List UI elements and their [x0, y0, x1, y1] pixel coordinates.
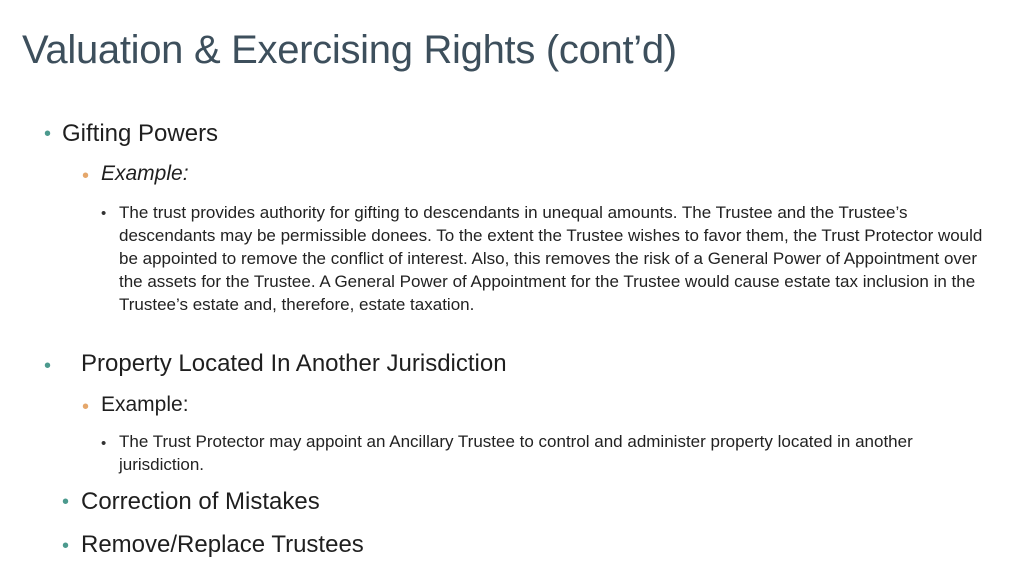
section-heading: Property Located In Another Jurisdiction — [81, 350, 507, 377]
bullet-dot-icon: • — [44, 355, 52, 377]
bullet-dot-icon: • — [82, 396, 90, 418]
slide-title: Valuation & Exercising Rights (cont’d) — [22, 28, 677, 72]
bullet-dot-icon: • — [101, 435, 107, 452]
sub-label: Example: — [101, 162, 189, 185]
detail-text: The trust provides authority for gifting to descendants in unequal amounts. The Trustee and the Trustee’s descendants may be permissible donees. To the extent the Trustee wishes to favor them, the Trust Protector would be appointed to remove the conflict of interest. Also, this removes the risk of a General Power of Appointment over the assets for the Trustee. A General Power of Appointment for the Trustee would cause estate tax inclusion in the Trustee’s estate and, therefore, estate taxation. — [119, 203, 983, 314]
section-heading: Gifting Powers — [62, 120, 219, 147]
bullet-dot-icon: • — [62, 491, 70, 513]
bullet-dot-icon: • — [62, 535, 70, 557]
bullet-dot-icon: • — [44, 123, 52, 145]
bullet-dot-icon: • — [101, 205, 107, 222]
section-heading: Correction of Mistakes — [81, 488, 320, 515]
bullet-dot-icon: • — [82, 165, 90, 187]
sub-label: Example: — [101, 393, 189, 416]
section-heading: Remove/Replace Trustees — [81, 531, 364, 558]
detail-text: The Trust Protector may appoint an Ancillary Trustee to control and administer property located in another jurisdiction. — [119, 432, 913, 474]
